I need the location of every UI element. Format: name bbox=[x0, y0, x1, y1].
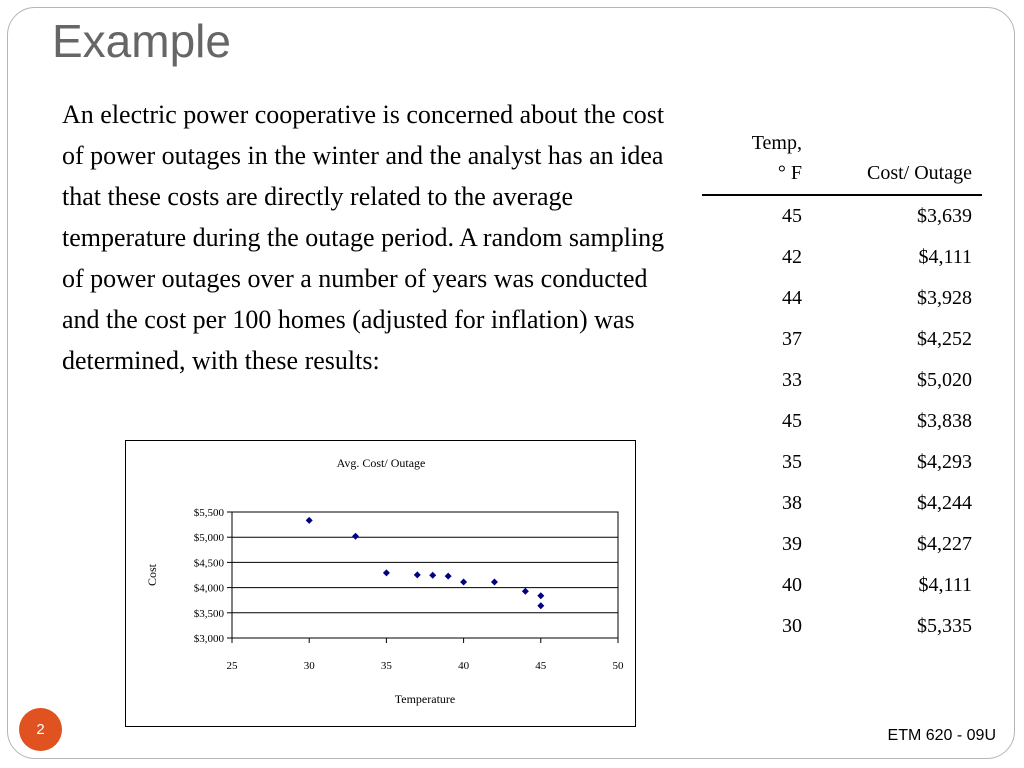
slide-footer: ETM 620 - 09U bbox=[887, 727, 996, 744]
chart-title: Avg. Cost/ Outage bbox=[336, 456, 426, 470]
table-row bbox=[702, 278, 982, 319]
x-axis-label: Temperature bbox=[394, 692, 456, 706]
table-row bbox=[702, 360, 982, 401]
y-tick-label: $3,500 bbox=[193, 607, 224, 620]
table-cell-temp: 44 bbox=[782, 287, 802, 309]
slide-number-badge bbox=[19, 708, 62, 751]
table-row bbox=[702, 401, 982, 442]
table-cell-cost: $4,227 bbox=[917, 533, 972, 555]
table-cell-cost: $4,244 bbox=[917, 492, 972, 514]
y-axis-label: Cost bbox=[145, 563, 159, 587]
data-point bbox=[383, 569, 390, 576]
table-cell-cost: $4,111 bbox=[918, 246, 972, 268]
table-row bbox=[702, 565, 982, 606]
data-point bbox=[537, 592, 544, 599]
table-header-row bbox=[702, 128, 982, 195]
table-row bbox=[702, 606, 982, 647]
slide-number: 2 bbox=[36, 721, 45, 738]
y-tick-label: $5,500 bbox=[193, 507, 224, 519]
table-row bbox=[702, 442, 982, 483]
data-point bbox=[460, 579, 467, 586]
table-row bbox=[702, 237, 982, 278]
table-cell-temp: 33 bbox=[782, 369, 802, 391]
data-point bbox=[352, 533, 359, 540]
table-cell-temp: 37 bbox=[782, 328, 802, 350]
y-tick-label: $4,000 bbox=[193, 582, 224, 595]
table-cell-cost: $5,020 bbox=[917, 369, 972, 391]
y-axis-ticks bbox=[194, 507, 232, 645]
gridlines bbox=[232, 512, 618, 638]
data-points bbox=[306, 517, 545, 609]
table-cell-temp: 42 bbox=[782, 246, 802, 268]
table-cell-cost: $4,293 bbox=[917, 451, 972, 473]
slide-body-text: An electric power cooperative is concerned about the cost of power outages in the winter and the analyst has an idea that these costs are directly related to the average temperature during the outage period. A random sampling of power outages over a number of years was conducted and the cost per 100 homes (adjusted for inflation) was determined, with these results: bbox=[62, 100, 665, 375]
x-tick-label: 30 bbox=[303, 660, 315, 672]
table-cell-cost: $4,111 bbox=[918, 574, 972, 596]
table-cell-cost: $3,838 bbox=[917, 410, 972, 432]
table-header-temp-label: Temp, ° F bbox=[751, 132, 802, 184]
data-point bbox=[429, 572, 436, 579]
x-tick-label: 45 bbox=[535, 660, 547, 672]
table-cell-temp: 38 bbox=[782, 492, 802, 514]
x-tick-label: 25 bbox=[226, 660, 238, 672]
x-axis-ticks bbox=[227, 638, 625, 672]
slide-title: Example bbox=[52, 15, 231, 67]
plot-area bbox=[232, 512, 618, 638]
table-row bbox=[702, 319, 982, 360]
table-row bbox=[702, 195, 982, 237]
data-point bbox=[306, 517, 313, 524]
data-point bbox=[537, 602, 544, 609]
table-cell-cost: $5,335 bbox=[917, 615, 972, 637]
table-cell-temp: 39 bbox=[782, 533, 802, 555]
table-cell-cost: $4,252 bbox=[917, 328, 972, 350]
chart-svg bbox=[126, 441, 634, 725]
data-point bbox=[445, 573, 452, 580]
data-table bbox=[702, 128, 982, 647]
y-tick-label: $3,000 bbox=[193, 633, 224, 645]
table-cell-cost: $3,928 bbox=[917, 287, 972, 309]
table-cell-temp: 40 bbox=[782, 574, 802, 596]
table-row bbox=[702, 483, 982, 524]
data-point bbox=[491, 579, 498, 586]
data-point bbox=[522, 588, 529, 595]
y-tick-label: $5,000 bbox=[193, 532, 224, 545]
x-tick-label: 50 bbox=[612, 660, 624, 672]
data-point bbox=[414, 571, 421, 578]
table-cell-temp: 45 bbox=[782, 205, 802, 227]
table-body bbox=[702, 195, 982, 647]
x-tick-label: 35 bbox=[380, 660, 392, 672]
scatter-chart bbox=[125, 440, 636, 727]
table-cell-cost: $3,639 bbox=[917, 205, 972, 227]
table-cell-temp: 30 bbox=[782, 615, 802, 637]
table-header-cost: Cost/ Outage bbox=[867, 162, 972, 184]
table-header-temp bbox=[702, 128, 812, 195]
table-cell-temp: 35 bbox=[782, 451, 802, 473]
y-tick-label: $4,500 bbox=[193, 557, 224, 570]
table-row bbox=[702, 524, 982, 565]
x-tick-label: 40 bbox=[458, 660, 470, 672]
table-cell-temp: 45 bbox=[782, 410, 802, 432]
